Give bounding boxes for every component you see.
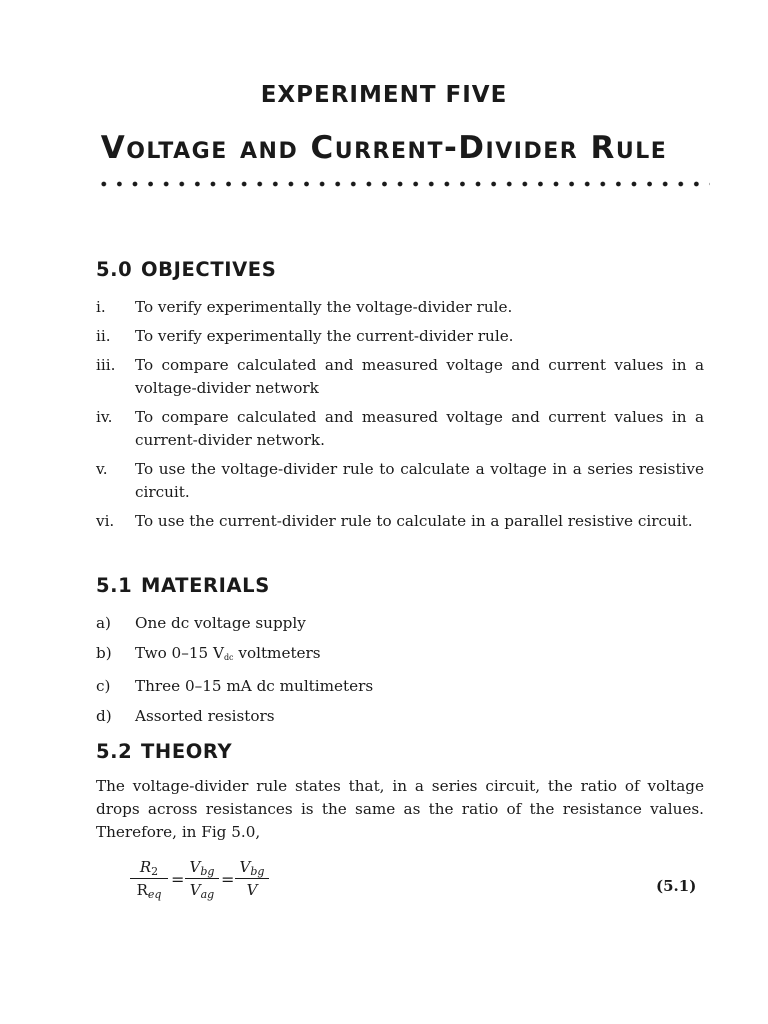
symbol: V xyxy=(189,858,201,876)
fraction-vbg-vag xyxy=(185,857,219,900)
theory-heading xyxy=(96,740,232,763)
list-text: Assorted resistors xyxy=(135,706,275,725)
dotted-divider xyxy=(96,181,710,187)
list-item xyxy=(96,675,704,698)
list-text: To compare calculated and measured voltage and current values in a voltage-divider network xyxy=(135,356,704,397)
section-number: 5.0 xyxy=(96,258,133,281)
list-text: One dc voltage supply xyxy=(135,614,306,632)
symbol: V xyxy=(246,881,258,899)
list-item xyxy=(96,325,704,348)
section-title: OBJECTIVES xyxy=(141,258,277,281)
list-text: To verify experimentally the voltage-divider rule. xyxy=(135,298,513,316)
fraction-r2-req xyxy=(130,857,168,900)
list-text xyxy=(135,642,704,669)
experiment-label: EXPERIMENT FIVE xyxy=(260,82,508,108)
equation-number: (5.1) xyxy=(656,877,697,895)
subscript: ag xyxy=(200,888,215,901)
fraction-denominator xyxy=(235,879,269,900)
list-item xyxy=(96,510,704,533)
section-title: THEORY xyxy=(141,740,233,763)
list-text: To use the voltage-divider rule to calculate a voltage in a series resistive circuit. xyxy=(135,460,704,501)
chapter-title: Voltage and Current-Divider Rule xyxy=(100,130,668,166)
fraction-denominator xyxy=(130,879,168,900)
list-text: To verify experimentally the current-divider rule. xyxy=(135,327,514,345)
objectives-list xyxy=(96,296,704,539)
list-marker: a) xyxy=(96,614,111,632)
materials-heading xyxy=(96,574,270,597)
fraction-numerator xyxy=(185,857,219,878)
list-marker: iii. xyxy=(96,356,116,374)
list-text: To use the current-divider rule to calculate in a parallel resistive circuit. xyxy=(135,512,693,530)
section-number: 5.2 xyxy=(96,740,133,763)
subscript: dc xyxy=(223,652,234,662)
symbol: V xyxy=(239,858,251,876)
list-marker: i. xyxy=(96,298,106,316)
section-number: 5.1 xyxy=(96,574,133,597)
list-marker: iv. xyxy=(96,408,113,426)
list-marker: ii. xyxy=(96,327,111,345)
list-marker: c) xyxy=(96,677,111,695)
list-item xyxy=(96,354,704,400)
list-item xyxy=(96,406,704,452)
theory-paragraph: The voltage-divider rule states that, in a series circuit, the ratio of voltage drops across resistances is the same as the ratio of the resistance values. Therefore, in Fig 5.0, xyxy=(96,777,704,841)
list-item xyxy=(96,642,704,669)
subscript: 2 xyxy=(151,865,159,878)
list-marker: v. xyxy=(96,460,108,478)
symbol: R xyxy=(136,881,148,899)
list-marker: vi. xyxy=(96,512,115,530)
subscript: bg xyxy=(200,865,215,878)
fraction-vbg-v xyxy=(235,857,269,900)
text-fragment: voltmeters xyxy=(233,643,321,662)
equals-sign: = xyxy=(221,870,235,889)
objectives-heading xyxy=(96,258,276,281)
symbol: R xyxy=(139,858,152,876)
materials-list xyxy=(96,612,704,734)
list-marker: b) xyxy=(96,643,112,662)
list-marker: d) xyxy=(96,706,112,725)
subscript: bg xyxy=(250,865,265,878)
list-item xyxy=(96,296,704,319)
list-item xyxy=(96,458,704,504)
fraction-numerator xyxy=(235,857,269,878)
list-text: Three 0–15 mA dc multimeters xyxy=(135,677,374,695)
list-item xyxy=(96,705,704,728)
section-title: MATERIALS xyxy=(141,574,270,597)
symbol: V xyxy=(189,881,201,899)
fraction-numerator xyxy=(130,857,168,878)
text-fragment: Two 0–15 V xyxy=(135,643,224,662)
fraction-denominator xyxy=(185,879,219,900)
subscript: eq xyxy=(147,888,162,901)
list-item xyxy=(96,612,704,635)
list-text: To compare calculated and measured voltage and current values in a current-divider network. xyxy=(135,408,704,449)
equals-sign: = xyxy=(171,870,185,889)
